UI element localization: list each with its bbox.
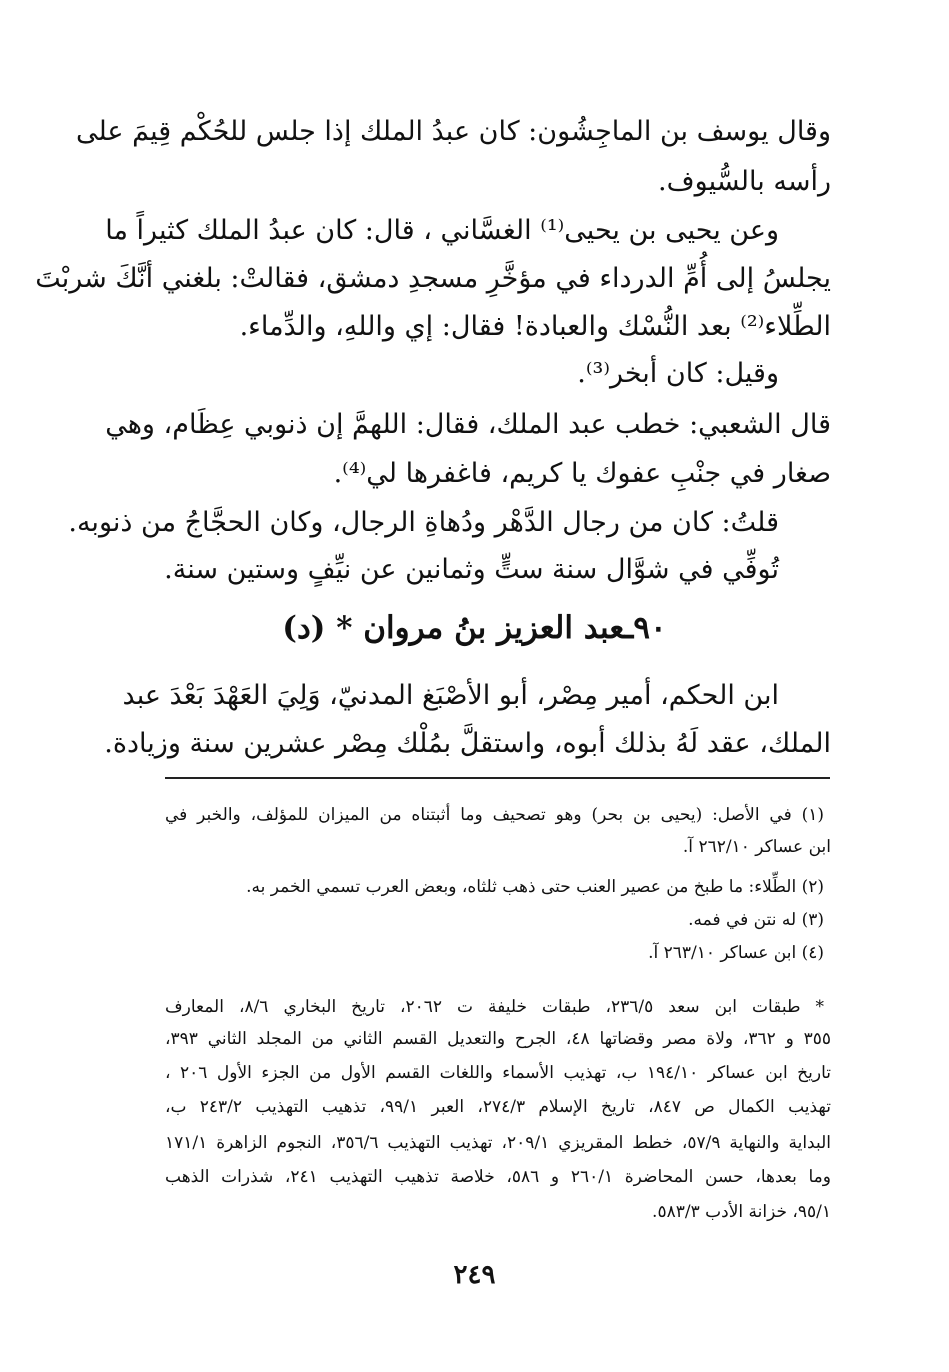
page-number: ٢٤٩ bbox=[453, 1260, 496, 1290]
sources-line: ٣٥٥ و ٣٦٢، ولاة مصر وقضاتها ٤٨، الجرح والتعديل القسم الثاني من المجلد الثاني ٣٩٣، bbox=[165, 1029, 831, 1049]
body-line: قال الشعبي: خطب عبد الملك، فقال: اللهمَّ إن ذنوبي عِظَام، وهي bbox=[105, 409, 831, 440]
footnote-line: (١) في الأصل: (يحيى بن بحر) وهو تصحيف وما أثبتناه من الميزان للمؤلف، والخبر في bbox=[165, 805, 824, 825]
sources-line: تهذيب الكمال ص ٨٤٧، تاريخ الإسلام ٢٧٤/٣، العبر ٩٩/١، تذهيب التهذيب ٢٤٣/٢ ب، bbox=[165, 1097, 831, 1117]
entry-heading: ٩٠ـعبد العزيز بنُ مروان * (د) bbox=[282, 610, 667, 646]
body-line: يجلسُ إلى أُمِّ الدرداء في مؤخَّرِ مسجدِ دمشق، فقالتْ: بلغني أنَّكَ شربْتَ bbox=[35, 263, 831, 294]
footnote-line: (٣) له نتن في فمه. bbox=[688, 910, 824, 930]
body-line: تُوفِّي في شوَّال سنة ستٍّ وثمانين عن نيِّفٍ وستين سنة. bbox=[164, 554, 779, 585]
body-line: وقال يوسف بن الماجِشُون: كان عبدُ الملك إذا جلس للحُكْم قِيمَ على bbox=[75, 116, 831, 147]
body-line: وعن يحيى بن يحيى⁽¹⁾ الغسَّاني ، قال: كان عبدُ الملك كثيراً ما bbox=[105, 215, 779, 246]
body-line: رأسه بالسُّيوف. bbox=[658, 166, 831, 197]
sources-line: تاريخ ابن عساكر ١٩٤/١٠ ب، تهذيب الأسماء واللغات القسم الأول من الجزء الأول ٢٠٦ ، bbox=[165, 1063, 831, 1083]
body-line: قلتُ: كان من رجال الدَّهْر ودُهاةِ الرجال، وكان الحجَّاجُ من ذنوبه. bbox=[68, 507, 779, 538]
entry-line: ابن الحكم، أمير مِصْر، أبو الأصْبَغ المدنيّ، وَلِيَ العَهْدَ بَعْدَ عبد bbox=[122, 680, 779, 711]
footnote-line: ابن عساكر ٢٦٢/١٠ آ. bbox=[682, 837, 831, 857]
body-line: الطِّلاء⁽²⁾ بعد النُّسْك والعبادة! فقال: إي واللهِ، والدِّماء. bbox=[239, 311, 831, 342]
entry-line: الملك، عقد لَهُ بذلك أبوه، واستقلَّ بمُلْك مِصْر عشرين سنة وزيادة. bbox=[104, 728, 831, 759]
sources-line: * طبقات ابن سعد ٢٣٦/٥، طبقات خليفة ت ٢٠٦٢، تاريخ البخاري ٨/٦، المعارف bbox=[165, 997, 824, 1017]
body-line: وقيل: كان أبخر⁽³⁾. bbox=[577, 358, 779, 389]
sources-line: ٩٥/١، خزانة الأدب ٥٨٣/٣. bbox=[652, 1202, 831, 1222]
footnote-line: (٢) الطِّلاء: ما طبخ من عصير العنب حتى ذهب ثلثاه، وبعض العرب تسمي الخمر به. bbox=[246, 877, 824, 897]
sources-line: وما بعدها، حسن المحاضرة ٢٦٠/١ و ٥٨٦، خلاصة تذهيب التهذيب ٢٤١، شذرات الذهب bbox=[165, 1167, 831, 1187]
footnote-divider bbox=[165, 777, 830, 779]
footnote-line: (٤) ابن عساكر ٢٦٣/١٠ آ. bbox=[648, 943, 824, 963]
sources-line: البداية والنهاية ٥٧/٩، خطط المقريزي ٢٠٩/١، تهذيب التهذيب ٣٥٦/٦، النجوم الزاهرة ١٧١/١ bbox=[165, 1133, 831, 1153]
body-line: صغار في جنْبِ عفوك يا كريم، فاغفرها لي⁽⁴⁾. bbox=[333, 458, 831, 489]
